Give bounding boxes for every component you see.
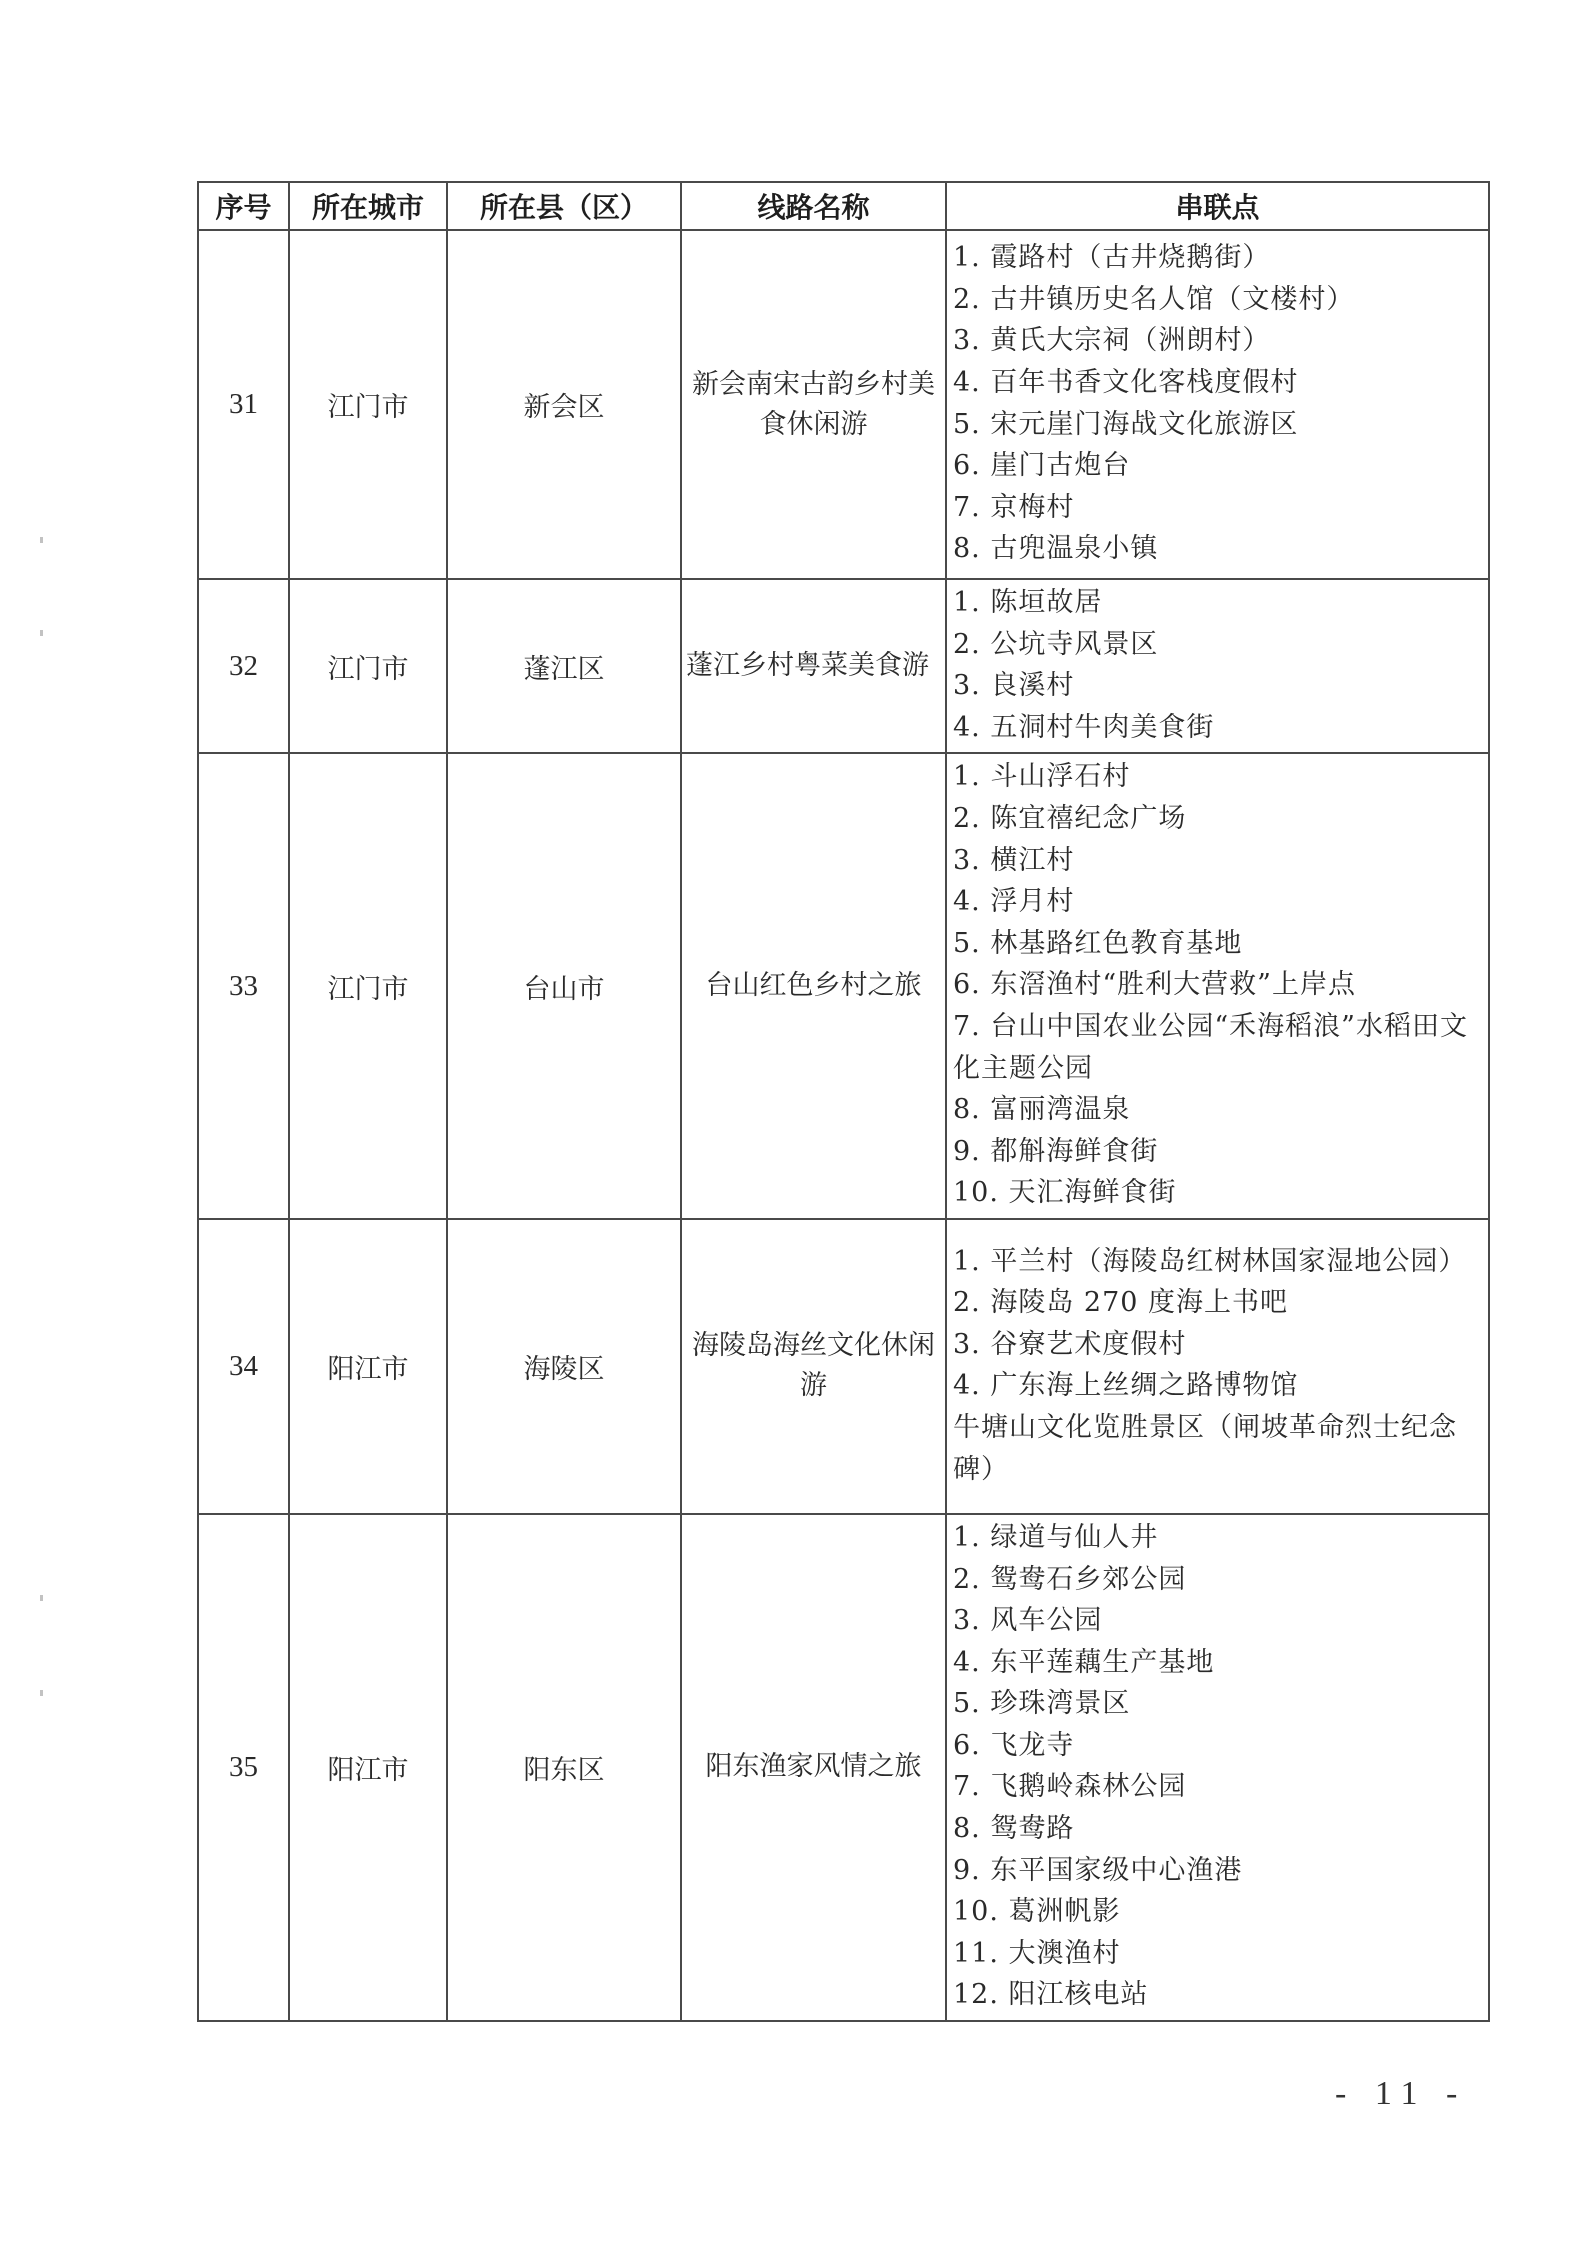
point-item: 5. 宋元崖门海战文化旅游区 [953, 408, 1299, 440]
point-item: 2. 陈宜禧纪念广场 [953, 802, 1187, 834]
point-item: 4. 百年书香文化客栈度假村 [953, 366, 1299, 398]
point-item: 3. 良溪村 [953, 670, 1075, 702]
row-city: 阳江市 [289, 1219, 447, 1514]
row-city: 阳江市 [289, 1514, 447, 2021]
point-item: 1. 绿道与仙人井 [953, 1521, 1159, 1553]
header-city: 所在城市 [289, 182, 447, 230]
row-city: 江门市 [289, 753, 447, 1219]
point-item: 6. 飞龙寺 [953, 1729, 1075, 1761]
point-item: 3. 横江村 [953, 844, 1075, 876]
row-route-name: 新会南宋古韵乡村美食休闲游 [681, 230, 946, 579]
row-points [946, 1219, 1489, 1514]
scan-artifact [40, 1690, 43, 1696]
row-index: 34 [198, 1219, 289, 1514]
table-header-row [198, 182, 1489, 230]
row-city: 江门市 [289, 230, 447, 579]
row-county: 蓬江区 [447, 579, 681, 753]
point-item: 5. 林基路红色教育基地 [953, 927, 1243, 959]
point-item: 11. 大澳渔村 [953, 1937, 1121, 1969]
table-row [198, 1514, 1489, 2021]
point-item: 2. 鸳鸯石乡郊公园 [953, 1563, 1187, 1595]
row-points [946, 753, 1489, 1219]
header-points: 串联点 [946, 182, 1489, 230]
page-number: - 11 - [1335, 2075, 1468, 2112]
point-item: 5. 珍珠湾景区 [953, 1688, 1131, 1720]
row-county: 新会区 [447, 230, 681, 579]
point-item: 1. 霞路村（古井烧鹅街） [953, 242, 1271, 274]
row-index: 35 [198, 1514, 289, 2021]
row-points [946, 230, 1489, 579]
row-index: 33 [198, 753, 289, 1219]
point-item: 10. 葛洲帆影 [953, 1896, 1121, 1928]
point-item: 4. 广东海上丝绸之路博物馆 [953, 1370, 1299, 1402]
point-item: 7. 京梅村 [953, 491, 1075, 523]
point-item: 8. 富丽湾温泉 [953, 1094, 1131, 1126]
point-item: 2. 公坑寺风景区 [953, 628, 1159, 660]
point-item: 3. 风车公园 [953, 1605, 1103, 1637]
point-item: 牛塘山文化览胜景区（闸坡革命烈士纪念碑） [953, 1412, 1457, 1485]
row-index: 32 [198, 579, 289, 753]
point-item: 3. 谷寮艺术度假村 [953, 1328, 1187, 1360]
scan-artifact [40, 1595, 43, 1601]
table-row [198, 579, 1489, 753]
point-item: 12. 阳江核电站 [953, 1979, 1149, 2011]
point-item: 1. 斗山浮石村 [953, 761, 1131, 793]
row-route-name: 台山红色乡村之旅 [681, 753, 946, 1219]
row-county: 海陵区 [447, 1219, 681, 1514]
point-item: 9. 都斛海鲜食街 [953, 1135, 1159, 1167]
rural-tour-routes-table [197, 181, 1490, 2022]
point-item: 7. 飞鹅岭森林公园 [953, 1771, 1187, 1803]
scan-artifact [40, 537, 43, 543]
table-row [198, 1219, 1489, 1514]
row-city: 江门市 [289, 579, 447, 753]
point-item: 4. 东平莲藕生产基地 [953, 1646, 1215, 1678]
row-route-name: 阳东渔家风情之旅 [681, 1514, 946, 2021]
header-county: 所在县（区） [447, 182, 681, 230]
point-item: 2. 海陵岛 270 度海上书吧 [953, 1287, 1289, 1319]
point-item: 4. 五洞村牛肉美食街 [953, 711, 1215, 743]
row-county: 台山市 [447, 753, 681, 1219]
header-index: 序号 [198, 182, 289, 230]
table-row [198, 753, 1489, 1219]
point-item: 3. 黄氏大宗祠（洲朗村） [953, 325, 1271, 357]
point-item: 6. 东滘渔村“胜利大营救”上岸点 [953, 969, 1356, 1001]
point-item: 1. 平兰村（海陵岛红树林国家湿地公园） [953, 1245, 1467, 1277]
header-route-name: 线路名称 [681, 182, 946, 230]
point-item: 4. 浮月村 [953, 886, 1075, 918]
scan-artifact [40, 630, 43, 636]
point-item: 8. 古兜温泉小镇 [953, 533, 1159, 565]
row-county: 阳东区 [447, 1514, 681, 2021]
row-points [946, 1514, 1489, 2021]
point-item: 10. 天汇海鲜食街 [953, 1177, 1177, 1209]
point-item: 9. 东平国家级中心渔港 [953, 1854, 1243, 1886]
point-item: 7. 台山中国农业公园“禾海稻浪”水稻田文化主题公园 [953, 1010, 1468, 1084]
row-index: 31 [198, 230, 289, 579]
point-item: 8. 鸳鸯路 [953, 1813, 1075, 1845]
row-route-name: 蓬江乡村粤菜美食游 [681, 579, 946, 753]
point-item: 1. 陈垣故居 [953, 587, 1103, 618]
row-route-name: 海陵岛海丝文化休闲游 [681, 1219, 946, 1514]
row-points [946, 579, 1489, 753]
table-row [198, 230, 1489, 579]
point-item: 6. 崖门古炮台 [953, 450, 1131, 482]
point-item: 2. 古井镇历史名人馆（文楼村） [953, 283, 1355, 315]
